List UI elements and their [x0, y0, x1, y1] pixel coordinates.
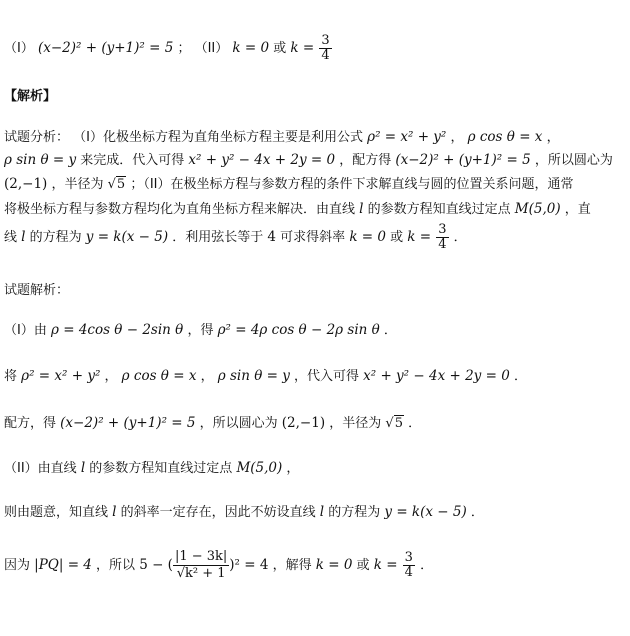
solution-s5-end: ．	[470, 505, 484, 520]
solution-s5-eq: y = k(x − 5)	[384, 504, 467, 520]
solution-s5-l: l	[112, 504, 117, 520]
solution-s1-eq2: ρ² = 4ρ cos θ − 2ρ sin θ	[217, 322, 380, 338]
solution-s4-point: M(5,0)	[236, 460, 283, 476]
solution-s5-text1: 则由题意，知直线	[4, 505, 109, 520]
solution-step-2: 将 ρ² = x² + y² ， ρ cos θ = x ， ρ sin θ = y ，代入可得 x² + y² − 4x + 2y = 0 ．	[4, 368, 527, 384]
solution-s5-text3: 的方程为	[328, 505, 381, 520]
solution-s6-text2: ，所以	[96, 558, 136, 573]
solution-s2-text1: 将	[4, 369, 18, 384]
analysis-l2-text2: ，配方得	[339, 153, 392, 168]
analysis-l3-center: (2,−1)	[4, 176, 48, 192]
analysis-l4-l: l	[359, 201, 364, 217]
solution-s6-or: 或	[356, 558, 370, 573]
answer-k-eq: k =	[290, 40, 315, 56]
analysis-line-2	[4, 150, 613, 171]
jiexi-label: 【解析】	[4, 89, 57, 104]
answer-fraction-numerator: 3	[321, 33, 330, 48]
analysis-l2-eq1: ρ sin θ = y	[4, 152, 77, 168]
solution-s2-eq1: ρ² = x² + y²	[21, 368, 101, 384]
analysis-l3-text1: ，半径为	[51, 177, 104, 192]
analysis-l1-text: （I）化极坐标方程为直角坐标方程主要是利用公式	[73, 130, 363, 145]
analysis-l5-four: 4	[267, 229, 277, 245]
solution-s2-eq3: ρ sin θ = y	[217, 368, 290, 384]
solution-s6-final-fraction	[403, 551, 415, 580]
answer-or: 或	[273, 41, 287, 56]
solution-s3-text1: 配方，得	[4, 416, 57, 431]
solution-s6-text3: ，解得	[272, 558, 312, 573]
solution-step-4	[4, 458, 299, 479]
answer-separator: ；	[177, 41, 191, 56]
analysis-l5-eq: y = k(x − 5)	[85, 229, 169, 245]
answer-part1-label: （I）	[4, 41, 34, 56]
solution-s6-fraction-den-radicand: k² + 1	[184, 566, 226, 581]
solution-s6-final-num: 3	[404, 550, 413, 565]
solution-s3-sqrt: √5	[385, 416, 403, 431]
analysis-l5-fraction	[436, 223, 448, 252]
solution-s4-end: ，	[286, 461, 300, 476]
solution-s2-end: ．	[513, 369, 527, 384]
analysis-l5-fraction-num: 3	[438, 222, 447, 237]
analysis-l5-l: l	[21, 229, 26, 245]
analysis-line-5	[4, 222, 467, 253]
solution-step-3	[4, 413, 421, 434]
analysis-l3-sqrt: √5	[107, 177, 126, 192]
analysis-l5-fraction-den: 4	[438, 237, 447, 252]
analysis-l2-text3: ，所以圆心为	[534, 153, 613, 168]
solution-s4-l: l	[80, 460, 86, 476]
solution-s3-eq: (x−2)² + (y+1)² = 5	[60, 415, 196, 431]
solution-step-5	[4, 502, 484, 523]
solution-s3-text2: ，所以圆心为	[199, 416, 278, 431]
analysis-l5-k0: k = 0	[349, 229, 386, 245]
analysis-l5-end: ．	[453, 230, 467, 245]
analysis-l3-sqrt-radicand: 5	[116, 177, 126, 192]
analysis-l3-text2: ；（II）在极坐标方程与参数方程的条件下求解直线与圆的位置关系问题，通常	[130, 177, 574, 192]
analysis-l4-point: M(5,0)	[514, 201, 561, 217]
solution-s2-text2: ，代入可得	[293, 369, 359, 384]
solution-s3-sqrt-radicand: 5	[394, 416, 403, 431]
solution-s6-k0: k = 0	[315, 557, 353, 573]
analysis-l1-eq2: ρ cos θ = x	[467, 129, 543, 145]
analysis-l2-eq2: x² + y² − 4x + 2y = 0	[188, 152, 336, 168]
solution-s6-k: k =	[373, 557, 398, 573]
solution-step-1	[4, 320, 397, 341]
analysis-l5-text3: ．利用弦长等于	[172, 230, 264, 245]
analysis-l5-k: k =	[407, 229, 432, 245]
solution-s1-end: ．	[383, 323, 397, 338]
solution-s6-fraction-num: |1 − 3k|	[174, 549, 228, 564]
analysis-l5-or: 或	[390, 230, 404, 245]
analysis-line-4	[4, 199, 591, 220]
analysis-l2-eq3: (x−2)² + (y+1)² = 5	[395, 152, 531, 168]
solution-s6-rest: )² = 4	[229, 557, 269, 573]
analysis-l4-text1: 将极坐标方程与参数方程均化为直角坐标方程来解决．由直线	[4, 202, 356, 217]
solution-s1-text: ，得	[187, 323, 214, 338]
solution-s6-end: ．	[420, 558, 434, 573]
answer-part2-label: （II）	[194, 41, 229, 56]
solution-s3-text3: ，半径为	[329, 416, 382, 431]
analysis-l5-text1: 线	[4, 230, 18, 245]
solution-heading	[4, 281, 69, 301]
solution-s2-eq2: ρ cos θ = x	[121, 368, 197, 384]
analysis-l2-text1: 来完成．代入可得	[80, 153, 185, 168]
analysis-l5-text4: 可求得斜率	[280, 230, 346, 245]
analysis-line-3	[4, 174, 574, 195]
analysis-l5-text2: 的方程为	[29, 230, 82, 245]
answer-fraction	[319, 34, 331, 63]
answer-part1-equation: (x−2)² + (y+1)² = 5	[37, 40, 174, 56]
analysis-l1-eq1: ρ² = x² + y²	[367, 129, 447, 145]
solution-heading-text: 试题解析：	[4, 283, 70, 298]
solution-s6-eq1: |PQ| = 4	[34, 557, 92, 573]
solution-s6-final-den: 4	[404, 565, 413, 580]
solution-s5-text2: 的斜率一定存在，因此不妨设直线	[120, 505, 316, 520]
solution-step-6	[4, 548, 433, 583]
analysis-heading: 试题分析：	[4, 130, 70, 145]
answer-fraction-denominator: 4	[321, 48, 330, 63]
solution-s6-fraction-den: √k² + 1	[176, 566, 226, 581]
solution-s6-text1: 因为	[4, 558, 31, 573]
solution-s1-eq1: ρ = 4cos θ − 2sin θ	[50, 322, 184, 338]
solution-s3-center: (2,−1)	[281, 415, 326, 431]
analysis-line-1: 试题分析： （I）化极坐标方程为直角坐标方程主要是利用公式 ρ² = x² + y² ， ρ cos θ = x ，	[4, 129, 560, 145]
solution-s6-five: 5 − (	[139, 557, 173, 573]
solution-s1-label: （I）由	[4, 323, 47, 338]
solution-s5-l2: l	[319, 504, 325, 520]
solution-s4-text1: （II）由直线	[4, 461, 77, 476]
analysis-l4-text3: ，直	[564, 202, 591, 217]
solution-s2-eq4: x² + y² − 4x + 2y = 0	[363, 368, 510, 384]
answer-k-zero: k = 0	[232, 40, 270, 56]
solution-s6-fraction	[173, 549, 229, 582]
solution-s4-text2: 的参数方程知直线过定点	[89, 461, 233, 476]
section-jiexi	[4, 87, 56, 107]
answer-line	[4, 34, 333, 63]
solution-s3-end: ．	[408, 416, 422, 431]
analysis-l4-text2: 的参数方程知直线过定点	[367, 202, 511, 217]
